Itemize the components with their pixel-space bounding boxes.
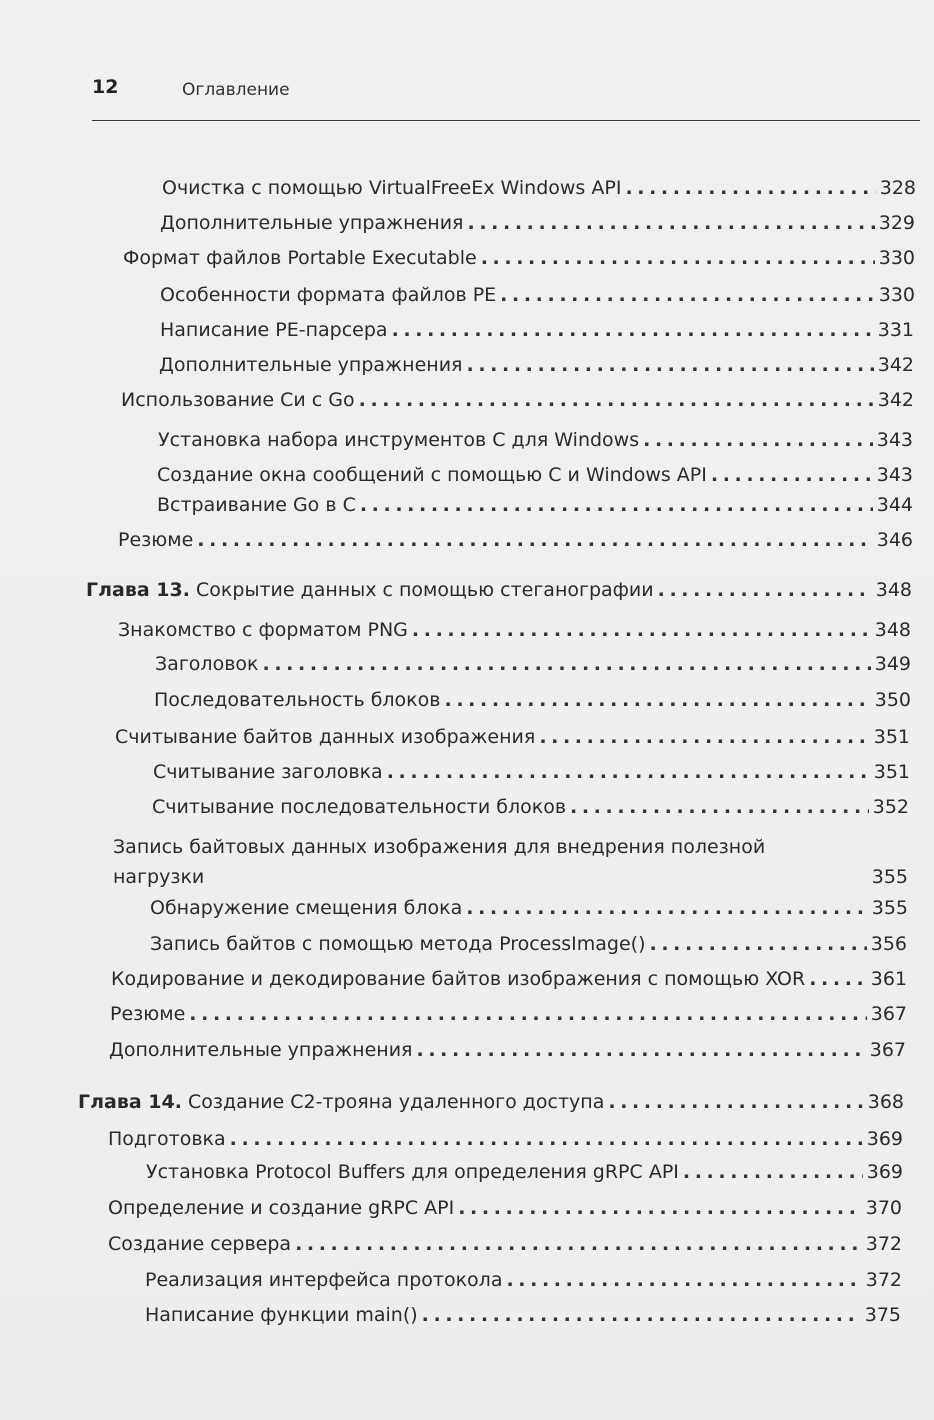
- toc-entry-title-line1: Запись байтовых данных изображения для внедрения полезной: [113, 836, 766, 858]
- page-number: 12: [92, 76, 119, 98]
- toc-page-number: 343: [876, 464, 913, 486]
- toc-entry-title: Установка набора инструментов C для Windows: [158, 429, 640, 451]
- toc-entry-title: Написание функции main(): [145, 1304, 418, 1326]
- leader-dots: [263, 652, 871, 676]
- toc-entry: [160, 283, 915, 307]
- toc-entry: [108, 1196, 902, 1220]
- toc-page-number: 367: [870, 1003, 907, 1025]
- toc-page-number: 355: [871, 897, 908, 919]
- leader-dots: [422, 1303, 861, 1327]
- toc-entry-title: Определение и создание gRPC API: [108, 1197, 455, 1219]
- leader-dots: [649, 932, 866, 956]
- toc-page-number: 370: [865, 1197, 902, 1219]
- toc-page-number: 344: [876, 494, 913, 516]
- toc-page-number: 342: [877, 354, 914, 376]
- toc-page-number: 330: [878, 247, 915, 269]
- toc-entry-title: Формат файлов Portable Executable: [123, 247, 477, 269]
- toc-page-number: 352: [872, 796, 909, 818]
- leader-dots: [481, 246, 875, 270]
- toc-entry: [160, 211, 915, 235]
- toc-page-number: 375: [864, 1304, 901, 1326]
- leader-dots: [466, 896, 867, 920]
- toc-page-number: 350: [874, 689, 911, 711]
- toc-page-number: 367: [869, 1039, 906, 1061]
- toc-entry: [109, 1038, 906, 1062]
- leader-dots: [539, 725, 869, 749]
- toc-entry-title: Запись байтов с помощью метода ProcessImage(): [150, 933, 646, 955]
- leader-dots: [658, 578, 872, 602]
- leader-dots: [387, 760, 870, 784]
- toc-entry-title: Заголовок: [155, 653, 259, 675]
- toc-page-number: 369: [866, 1161, 903, 1183]
- toc-entry-title: Дополнительные упражнения: [159, 354, 463, 376]
- toc-entry: [160, 318, 914, 342]
- chapter-number: Глава 13.: [86, 579, 190, 601]
- toc-entry-title: Создание C2-трояна удаленного доступа: [188, 1091, 605, 1113]
- toc-entry-title: Обнаружение смещения блока: [150, 897, 463, 919]
- toc-entry-title: Подготовка: [108, 1128, 226, 1150]
- leader-dots: [230, 1127, 863, 1151]
- toc-entry: [155, 652, 911, 676]
- toc-entry: [153, 760, 910, 784]
- leader-dots: [392, 318, 874, 342]
- toc-page-number: 342: [877, 389, 914, 411]
- toc-page-number: 356: [870, 933, 907, 955]
- leader-dots: [643, 428, 873, 452]
- toc-entry: [162, 176, 916, 200]
- leader-dots: [295, 1232, 862, 1256]
- toc-entry-title: Кодирование и декодирование байтов изображения с помощью XOR: [111, 968, 806, 990]
- toc-entry: [115, 725, 910, 749]
- toc-entry-wrapped: [113, 832, 908, 892]
- toc-entry-title: Считывание байтов данных изображения: [115, 726, 536, 748]
- toc-entry-title: Дополнительные упражнения: [160, 212, 464, 234]
- toc-page-number: 351: [873, 761, 910, 783]
- toc-chapter-entry: [78, 1090, 904, 1114]
- leader-dots: [608, 1090, 863, 1114]
- toc-entry: [157, 463, 913, 487]
- leader-dots: [359, 388, 874, 412]
- toc-page-number: 348: [874, 619, 911, 641]
- toc-page-number: 348: [875, 579, 912, 601]
- toc-entry: [108, 1127, 903, 1151]
- toc-entry-title: Резюме: [110, 1003, 186, 1025]
- toc-entry: [157, 493, 913, 517]
- toc-page-number: 372: [865, 1269, 902, 1291]
- toc-entry: [150, 932, 907, 956]
- toc-entry-title: Сокрытие данных с помощью стеганографии: [196, 579, 654, 601]
- toc-entry-title: Резюме: [118, 529, 194, 551]
- toc-page-number: 369: [866, 1128, 903, 1150]
- toc-page-number: 355: [871, 866, 908, 888]
- chapter-number: Глава 14.: [78, 1091, 182, 1113]
- toc-entry: [108, 1232, 902, 1256]
- toc-page-number: 351: [873, 726, 910, 748]
- toc-entry-title: Последовательность блоков: [154, 689, 441, 711]
- toc-entry-title: Особенности формата файлов PE: [160, 284, 497, 306]
- toc-entry-title: Создание окна сообщений с помощью C и Windows API: [157, 464, 707, 486]
- toc-page-number: 368: [867, 1091, 904, 1113]
- leader-dots: [412, 618, 871, 642]
- toc-page-number: 361: [870, 968, 907, 990]
- toc-entry: [154, 688, 911, 712]
- toc-entry-title: Создание сервера: [108, 1233, 292, 1255]
- toc-entry: [121, 388, 914, 412]
- toc-page-number: 331: [877, 319, 914, 341]
- toc-entry: [158, 428, 913, 452]
- leader-dots: [189, 1002, 866, 1026]
- leader-dots: [416, 1038, 865, 1062]
- toc-page-number: 329: [878, 212, 915, 234]
- leader-dots: [458, 1196, 862, 1220]
- toc-entry-title: Считывание последовательности блоков: [152, 796, 567, 818]
- toc-entry: [123, 246, 915, 270]
- toc-entry: [159, 353, 914, 377]
- toc-entry: [110, 1002, 907, 1026]
- leader-dots: [444, 688, 870, 712]
- leader-dots: [570, 795, 869, 819]
- toc-entry-title: Реализация интерфейса протокола: [145, 1269, 503, 1291]
- toc-entry: [118, 618, 911, 642]
- leader-dots: [809, 967, 867, 991]
- leader-dots: [500, 283, 875, 307]
- running-head: Оглавление: [182, 80, 290, 100]
- toc-entry: [146, 1160, 903, 1184]
- leader-dots: [197, 528, 872, 552]
- toc-page-number: 349: [874, 653, 911, 675]
- toc-page-number: 346: [876, 529, 913, 551]
- toc-entry: [152, 795, 909, 819]
- leader-dots: [683, 1160, 863, 1184]
- leader-dots: [711, 463, 873, 487]
- leader-dots: [467, 211, 874, 235]
- toc-entry-title: Очистка с помощью VirtualFreeEx Windows API: [162, 177, 622, 199]
- toc-entry: [145, 1268, 902, 1292]
- toc-entry-title: Знакомство с форматом PNG: [118, 619, 408, 641]
- leader-dots: [360, 493, 873, 517]
- leader-dots: [466, 353, 873, 377]
- toc-page-number: 372: [865, 1233, 902, 1255]
- toc-entry-title: Считывание заголовка: [153, 761, 383, 783]
- toc-entry-title: Установка Protocol Buffers для определения gRPC API: [146, 1161, 679, 1183]
- leader-dots: [625, 176, 875, 200]
- toc-entry-title: Дополнительные упражнения: [109, 1039, 413, 1061]
- toc-page-number: 343: [876, 429, 913, 451]
- toc-entry-title-line2: нагрузки: [113, 866, 205, 888]
- toc-entry: [145, 1303, 901, 1327]
- toc-entry-title: Встраивание Go в C: [157, 494, 356, 516]
- toc-chapter-entry: [86, 578, 912, 602]
- toc-entry-title: Использование Си с Go: [121, 389, 355, 411]
- toc-entry: [150, 896, 908, 920]
- toc-entry: [111, 967, 907, 991]
- toc-entry-title: Написание PE-парсера: [160, 319, 388, 341]
- leader-dots: [506, 1268, 861, 1292]
- toc-entry: [118, 528, 913, 552]
- toc-page-number: 330: [878, 284, 915, 306]
- toc-page-number: 328: [879, 177, 916, 199]
